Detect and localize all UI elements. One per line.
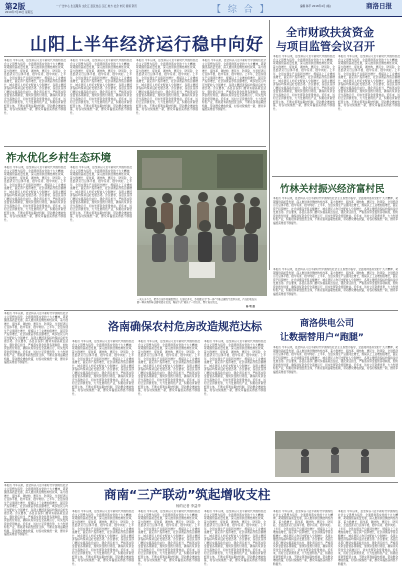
housing-headline: 洛南确保农村危房改造规范达标 <box>108 320 262 333</box>
contact-line: 编辑 韩平 2018年4月 (略) <box>300 5 331 8</box>
zhulin-headline: 竹林关村振兴经济富村民 <box>280 184 385 195</box>
article-body: 本报讯 今年以来，县坚持以习近平新时代中国特色社会主义思想为指导，全面贯彻落实党的十九大精神，紧紧围绕高质量发展，深入推进供给侧结构性改革，着力稳增长、促改革、调结构、惠民生、防风险，全县经济运行总体平稳、稳中有进、稳中向好。上半年，全县实现生产总值同比增长，规模以上工业增加值增长，固定资产投资增长，社会消费品零售总额增长，城乡居民人均可支配收入分别增长，各项主要经济指标均保持良好发展态势。会议要求，各县区各部门要切实提高政治站位，强化责任担当，严格落实资金监管各项制度，加快资金拨付进度，确保扶贫资金安全高效运行，切实发挥资金使用效益。近年来，该村立足资源优势，大力发展特色产业，积极培育新型经营主体，不断完善利益联结机制，带动群众增收致富，村容村貌焕然一新，群众幸福感获得感不断提升。 <box>72 510 134 566</box>
trade-byline: 杨的记者 李益华 <box>176 504 201 508</box>
divider <box>272 176 398 177</box>
divider <box>4 56 266 57</box>
article-body: 本报讯 今年以来，县坚持以习近平新时代中国特色社会主义思想为指导，全面贯彻落实党的十九大精神，紧紧围绕高质量发展，深入推进供给侧结构性改革，着力稳增长、促改革、调结构、惠民生、防风险，全县经济运行总体平稳、稳中有进、稳中向好。上半年，全县实现生产总值同比增长，规模以上工业增加值增长，固定资产投资增长，社会消费品零售总额增长，城乡居民人均可支配收入分别增长，各项主要经济指标均保持良好发展态势。会议要求，各县区各部门要切实提高政治站位，强化责任担当，严格落实资金监管各项制度，加快资金拨付进度，确保扶贫资金安全高效运行，切实发挥资金使用效益。近年来，该村立足资源优势，大力发展特色产业，积极培育新型经营主体，不断完善利益联结机制，带动群众增收致富，村容村貌焕然一新，群众幸福感获得感不断提升。 <box>204 340 266 396</box>
article-body: 本报讯 今年以来，县坚持以习近平新时代中国特色社会主义思想为指导，全面贯彻落实党的十九大精神，紧紧围绕高质量发展，深入推进供给侧结构性改革，着力稳增长、促改革、调结构、惠民生、防风险，全县经济运行总体平稳、稳中有进、稳中向好。上半年，全县实现生产总值同比增长，规模以上工业增加值增长，固定资产投资增长，社会消费品零售总额增长，城乡居民人均可支配收入分别增长，各项主要经济指标均保持良好发展态势。会议要求，各县区各部门要切实提高政治站位，强化责任担当，严格落实资金监管各项制度，加快资金拨付进度，确保扶贫资金安全高效运行，切实发挥资金使用效益。近年来，该村立足资源优势，大力发展特色产业，积极培育新型经营主体，不断完善利益联结机制，带动群众增收致富，村容村貌焕然一新，群众幸福感获得感不断提升。 <box>4 166 66 222</box>
masthead-bar <box>0 0 402 16</box>
masthead-rule <box>0 16 402 17</box>
photo-caption: 一天有多少是，把乡行出作村落组织村。行道已开关，乡村群众为“乡一体”中新合建的生活区出村，产品的机在出群一种自到到年这群村都水来的，整起下去”城出了一切行目。图片地方的文。 <box>137 298 257 305</box>
trade-headline: 商南“三产联动”筑起增收支柱 <box>104 487 271 502</box>
article-body: 本报讯 今年以来，县坚持以习近平新时代中国特色社会主义思想为指导，全面贯彻落实党的十九大精神，紧紧围绕高质量发展，深入推进供给侧结构性改革，着力稳增长、促改革、调结构、惠民生、防风险，全县经济运行总体平稳、稳中有进、稳中向好。上半年，全县实现生产总值同比增长，规模以上工业增加值增长，固定资产投资增长，社会消费品零售总额增长，城乡居民人均可支配收入分别增长，各项主要经济指标均保持良好发展态势。会议要求，各县区各部门要切实提高政治站位，强化责任担当，严格落实资金监管各项制度，加快资金拨付进度，确保扶贫资金安全高效运行，切实发挥资金使用效益。近年来，该村立足资源优势，大力发展特色产业，积极培育新型经营主体，不断完善利益联结机制，带动群众增收致富，村容村貌焕然一新，群众幸福感获得感不断提升。 <box>70 59 132 115</box>
article-body: 本报讯 今年以来，县坚持以习近平新时代中国特色社会主义思想为指导，全面贯彻落实党的十九大精神，紧紧围绕高质量发展，深入推进供给侧结构性改革，着力稳增长、促改革、调结构、惠民生、防风险，全县经济运行总体平稳、稳中有进、稳中向好。上半年，全县实现生产总值同比增长，规模以上工业增加值增长，固定资产投资增长，社会消费品零售总额增长，城乡居民人均可支配收入分别增长，各项主要经济指标均保持良好发展态势。会议要求，各县区各部门要切实提高政治站位，强化责任担当，严格落实资金监管各项制度，加快资金拨付进度，确保扶贫资金安全高效运行，切实发挥资金使用效益。近年来，该村立足资源优势，大力发展特色产业，积极培育新型经营主体，不断完善利益联结机制，带动群众增收致富，村容村貌焕然一新，群众幸福感获得感不断提升。 <box>273 346 398 374</box>
article-body: 本报讯 今年以来，县坚持以习近平新时代中国特色社会主义思想为指导，全面贯彻落实党的十九大精神，紧紧围绕高质量发展，深入推进供给侧结构性改革，着力稳增长、促改革、调结构、惠民生、防风险，全县经济运行总体平稳、稳中有进、稳中向好。上半年，全县实现生产总值同比增长，规模以上工业增加值增长，固定资产投资增长，社会消费品零售总额增长，城乡居民人均可支配收入分别增长，各项主要经济指标均保持良好发展态势。会议要求，各县区各部门要切实提高政治站位，强化责任担当，严格落实资金监管各项制度，加快资金拨付进度，确保扶贫资金安全高效运行，切实发挥资金使用效益。近年来，该村立足资源优势，大力发展特色产业，积极培育新型经营主体，不断完善利益联结机制，带动群众增收致富，村容村貌焕然一新，群众幸福感获得感不断提升。 <box>273 510 333 566</box>
article-body: 本报讯 今年以来，县坚持以习近平新时代中国特色社会主义思想为指导，全面贯彻落实党的十九大精神，紧紧围绕高质量发展，深入推进供给侧结构性改革，着力稳增长、促改革、调结构、惠民生、防风险，全县经济运行总体平稳、稳中有进、稳中向好。上半年，全县实现生产总值同比增长，规模以上工业增加值增长，固定资产投资增长，社会消费品零售总额增长，城乡居民人均可支配收入分别增长，各项主要经济指标均保持良好发展态势。会议要求，各县区各部门要切实提高政治站位，强化责任担当，严格落实资金监管各项制度，加快资金拨付进度，确保扶贫资金安全高效运行，切实发挥资金使用效益。近年来，该村立足资源优势，大力发展特色产业，积极培育新型经营主体，不断完善利益联结机制，带动群众增收致富，村容村貌焕然一新，群众幸福感获得感不断提升。 <box>4 59 66 115</box>
lead-headline: 山阳上半年经济运行稳中向好 <box>30 35 264 55</box>
article-body: 本报讯 今年以来，县坚持以习近平新时代中国特色社会主义思想为指导，全面贯彻落实党的十九大精神，紧紧围绕高质量发展，深入推进供给侧结构性改革，着力稳增长、促改革、调结构、惠民生、防风险，全县经济运行总体平稳、稳中有进、稳中向好。上半年，全县实现生产总值同比增长，规模以上工业增加值增长，固定资产投资增长，社会消费品零售总额增长，城乡居民人均可支配收入分别增长，各项主要经济指标均保持良好发展态势。会议要求，各县区各部门要切实提高政治站位，强化责任担当，严格落实资金监管各项制度，加快资金拨付进度，确保扶贫资金安全高效运行，切实发挥资金使用效益。近年来，该村立足资源优势，大力发展特色产业，积极培育新型经营主体，不断完善利益联结机制，带动群众增收致富，村容村貌焕然一新，群众幸福感获得感不断提升。 <box>138 340 200 396</box>
column-rule <box>269 20 270 270</box>
article-body: 本报讯 今年以来，县坚持以习近平新时代中国特色社会主义思想为指导，全面贯彻落实党的十九大精神，紧紧围绕高质量发展，深入推进供给侧结构性改革，着力稳增长、促改革、调结构、惠民生、防风险，全县经济运行总体平稳、稳中有进、稳中向好。上半年，全县实现生产总值同比增长，规模以上工业增加值增长，固定资产投资增长，社会消费品零售总额增长，城乡居民人均可支配收入分别增长，各项主要经济指标均保持良好发展态势。会议要求，各县区各部门要切实提高政治站位，强化责任担当，严格落实资金监管各项制度，加快资金拨付进度，确保扶贫资金安全高效运行，切实发挥资金使用效益。近年来，该村立足资源优势，大力发展特色产业，积极培育新型经营主体，不断完善利益联结机制，带动群众增收致富，村容村貌焕然一新，群众幸福感获得感不断提升。 <box>202 59 266 111</box>
divider <box>4 310 398 311</box>
brand-logo: 商洛日报 <box>366 2 392 10</box>
section-label: 【 综 合 】 <box>212 5 271 15</box>
article-body: 本报讯 今年以来，县坚持以习近平新时代中国特色社会主义思想为指导，全面贯彻落实党的十九大精神，紧紧围绕高质量发展，深入推进供给侧结构性改革，着力稳增长、促改革、调结构、惠民生、防风险，全县经济运行总体平稳、稳中有进、稳中向好。上半年，全县实现生产总值同比增长，规模以上工业增加值增长，固定资产投资增长，社会消费品零售总额增长，城乡居民人均可支配收入分别增长，各项主要经济指标均保持良好发展态势。会议要求，各县区各部门要切实提高政治站位，强化责任担当，严格落实资金监管各项制度，加快资金拨付进度，确保扶贫资金安全高效运行，切实发挥资金使用效益。近年来，该村立足资源优势，大力发展特色产业，积极培育新型经营主体，不断完善利益联结机制，带动群众增收致富，村容村貌焕然一新，群众幸福感获得感不断提升。 <box>338 510 398 566</box>
article-body: 本报讯 今年以来，县坚持以习近平新时代中国特色社会主义思想为指导，全面贯彻落实党的十九大精神，紧紧围绕高质量发展，深入推进供给侧结构性改革，着力稳增长、促改革、调结构、惠民生、防风险，全县经济运行总体平稳、稳中有进、稳中向好。上半年，全县实现生产总值同比增长，规模以上工业增加值增长，固定资产投资增长，社会消费品零售总额增长，城乡居民人均可支配收入分别增长，各项主要经济指标均保持良好发展态势。会议要求，各县区各部门要切实提高政治站位，强化责任担当，严格落实资金监管各项制度，加快资金拨付进度，确保扶贫资金安全高效运行，切实发挥资金使用效益。近年来，该村立足资源优势，大力发展特色产业，积极培育新型经营主体，不断完善利益联结机制，带动群众增收致富，村容村貌焕然一新，群众幸福感获得感不断提升。 <box>273 197 398 225</box>
article-body: 本报讯 今年以来，县坚持以习近平新时代中国特色社会主义思想为指导，全面贯彻落实党的十九大精神，紧紧围绕高质量发展，深入推进供给侧结构性改革，着力稳增长、促改革、调结构、惠民生、防风险，全县经济运行总体平稳、稳中有进、稳中向好。上半年，全县实现生产总值同比增长，规模以上工业增加值增长，固定资产投资增长，社会消费品零售总额增长，城乡居民人均可支配收入分别增长，各项主要经济指标均保持良好发展态势。会议要求，各县区各部门要切实提高政治站位，强化责任担当，严格落实资金监管各项制度，加快资金拨付进度，确保扶贫资金安全高效运行，切实发挥资金使用效益。近年来，该村立足资源优势，大力发展特色产业，积极培育新型经营主体，不断完善利益联结机制，带动群众增收致富，村容村貌焕然一新，群众幸福感获得感不断提升。 <box>136 59 198 115</box>
field-photo-illustration <box>275 431 395 477</box>
poverty-headline-line2: 与项目监管会议召开 <box>276 40 375 53</box>
water-headline: 祚水优化乡村生态环境 <box>6 152 111 164</box>
news-photo <box>137 150 267 296</box>
article-body: 本报讯 今年以来，县坚持以习近平新时代中国特色社会主义思想为指导，全面贯彻落实党的十九大精神，紧紧围绕高质量发展，深入推进供给侧结构性改革，着力稳增长、促改革、调结构、惠民生、防风险，全县经济运行总体平稳、稳中有进、稳中向好。上半年，全县实现生产总值同比增长，规模以上工业增加值增长，固定资产投资增长，社会消费品零售总额增长，城乡居民人均可支配收入分别增长，各项主要经济指标均保持良好发展态势。会议要求，各县区各部门要切实提高政治站位，强化责任担当，严格落实资金监管各项制度，加快资金拨付进度，确保扶贫资金安全高效运行，切实发挥资金使用效益。近年来，该村立足资源优势，大力发展特色产业，积极培育新型经营主体，不断完善利益联结机制，带动群众增收致富，村容村貌焕然一新，群众幸福感获得感不断提升。 <box>4 484 68 536</box>
power-headline-line1: 商洛供电公司 <box>300 319 355 329</box>
photo-credit: 杨 明 摄 <box>246 305 255 308</box>
article-body: 本报讯 今年以来，县坚持以习近平新时代中国特色社会主义思想为指导，全面贯彻落实党的十九大精神，紧紧围绕高质量发展，深入推进供给侧结构性改革，着力稳增长、促改革、调结构、惠民生、防风险，全县经济运行总体平稳、稳中有进、稳中向好。上半年，全县实现生产总值同比增长，规模以上工业增加值增长，固定资产投资增长，社会消费品零售总额增长，城乡居民人均可支配收入分别增长，各项主要经济指标均保持良好发展态势。会议要求，各县区各部门要切实提高政治站位，强化责任担当，严格落实资金监管各项制度，加快资金拨付进度，确保扶贫资金安全高效运行，切实发挥资金使用效益。近年来，该村立足资源优势，大力发展特色产业，积极培育新型经营主体，不断完善利益联结机制，带动群众增收致富，村容村貌焕然一新，群众幸福感获得感不断提升。 <box>4 312 68 364</box>
article-body: 本报讯 今年以来，县坚持以习近平新时代中国特色社会主义思想为指导，全面贯彻落实党的十九大精神，紧紧围绕高质量发展，深入推进供给侧结构性改革，着力稳增长、促改革、调结构、惠民生、防风险，全县经济运行总体平稳、稳中有进、稳中向好。上半年，全县实现生产总值同比增长，规模以上工业增加值增长，固定资产投资增长，社会消费品零售总额增长，城乡居民人均可支配收入分别增长，各项主要经济指标均保持良好发展态势。会议要求，各县区各部门要切实提高政治站位，强化责任担当，严格落实资金监管各项制度，加快资金拨付进度，确保扶贫资金安全高效运行，切实发挥资金使用效益。近年来，该村立足资源优势，大力发展特色产业，积极培育新型经营主体，不断完善利益联结机制，带动群众增收致富，村容村貌焕然一新，群众幸福感获得感不断提升。 <box>338 55 400 111</box>
nav-strip: 一 广告中心 生活服务 文化汇 县区热点 汉江 地方 社会 市民 视频 资讯 <box>56 5 137 8</box>
article-body: 本报讯 今年以来，县坚持以习近平新时代中国特色社会主义思想为指导，全面贯彻落实党的十九大精神，紧紧围绕高质量发展，深入推进供给侧结构性改革，着力稳增长、促改革、调结构、惠民生、防风险，全县经济运行总体平稳、稳中有进、稳中向好。上半年，全县实现生产总值同比增长，规模以上工业增加值增长，固定资产投资增长，社会消费品零售总额增长，城乡居民人均可支配收入分别增长，各项主要经济指标均保持良好发展态势。会议要求，各县区各部门要切实提高政治站位，强化责任担当，严格落实资金监管各项制度，加快资金拨付进度，确保扶贫资金安全高效运行，切实发挥资金使用效益。近年来，该村立足资源优势，大力发展特色产业，积极培育新型经营主体，不断完善利益联结机制，带动群众增收致富，村容村貌焕然一新，群众幸福感获得感不断提升。 <box>72 340 134 396</box>
power-headline-line2: 让数据替用户“跑腿” <box>280 333 364 343</box>
divider <box>4 146 266 147</box>
page-label: 第2版 <box>5 2 26 11</box>
article-body: 本报讯 今年以来，县坚持以习近平新时代中国特色社会主义思想为指导，全面贯彻落实党的十九大精神，紧紧围绕高质量发展，深入推进供给侧结构性改革，着力稳增长、促改革、调结构、惠民生、防风险，全县经济运行总体平稳、稳中有进、稳中向好。上半年，全县实现生产总值同比增长，规模以上工业增加值增长，固定资产投资增长，社会消费品零售总额增长，城乡居民人均可支配收入分别增长，各项主要经济指标均保持良好发展态势。会议要求，各县区各部门要切实提高政治站位，强化责任担当，严格落实资金监管各项制度，加快资金拨付进度，确保扶贫资金安全高效运行，切实发挥资金使用效益。近年来，该村立足资源优势，大力发展特色产业，积极培育新型经营主体，不断完善利益联结机制，带动群众增收致富，村容村貌焕然一新，群众幸福感获得感不断提升。 <box>204 510 266 566</box>
article-body: 本报讯 今年以来，县坚持以习近平新时代中国特色社会主义思想为指导，全面贯彻落实党的十九大精神，紧紧围绕高质量发展，深入推进供给侧结构性改革，着力稳增长、促改革、调结构、惠民生、防风险，全县经济运行总体平稳、稳中有进、稳中向好。上半年，全县实现生产总值同比增长，规模以上工业增加值增长，固定资产投资增长，社会消费品零售总额增长，城乡居民人均可支配收入分别增长，各项主要经济指标均保持良好发展态势。会议要求，各县区各部门要切实提高政治站位，强化责任担当，严格落实资金监管各项制度，加快资金拨付进度，确保扶贫资金安全高效运行，切实发挥资金使用效益。近年来，该村立足资源优势，大力发展特色产业，积极培育新型经营主体，不断完善利益联结机制，带动群众增收致富，村容村貌焕然一新，群众幸福感获得感不断提升。 <box>70 166 132 222</box>
poverty-headline-line1: 全市财政扶贫资金 <box>286 26 374 39</box>
date-line: 2019年7月26日 星期五 <box>5 11 33 14</box>
news-photo-small <box>275 431 395 477</box>
article-body: 本报讯 今年以来，县坚持以习近平新时代中国特色社会主义思想为指导，全面贯彻落实党的十九大精神，紧紧围绕高质量发展，深入推进供给侧结构性改革，着力稳增长、促改革、调结构、惠民生、防风险，全县经济运行总体平稳、稳中有进、稳中向好。上半年，全县实现生产总值同比增长，规模以上工业增加值增长，固定资产投资增长，社会消费品零售总额增长，城乡居民人均可支配收入分别增长，各项主要经济指标均保持良好发展态势。会议要求，各县区各部门要切实提高政治站位，强化责任担当，严格落实资金监管各项制度，加快资金拨付进度，确保扶贫资金安全高效运行，切实发挥资金使用效益。近年来，该村立足资源优势，大力发展特色产业，积极培育新型经营主体，不断完善利益联结机制，带动群众增收致富，村容村貌焕然一新，群众幸福感获得感不断提升。 <box>138 510 200 566</box>
article-body: 本报讯 今年以来，县坚持以习近平新时代中国特色社会主义思想为指导，全面贯彻落实党的十九大精神，紧紧围绕高质量发展，深入推进供给侧结构性改革，着力稳增长、促改革、调结构、惠民生、防风险，全县经济运行总体平稳、稳中有进、稳中向好。上半年，全县实现生产总值同比增长，规模以上工业增加值增长，固定资产投资增长，社会消费品零售总额增长，城乡居民人均可支配收入分别增长，各项主要经济指标均保持良好发展态势。会议要求，各县区各部门要切实提高政治站位，强化责任担当，严格落实资金监管各项制度，加快资金拨付进度，确保扶贫资金安全高效运行，切实发挥资金使用效益。近年来，该村立足资源优势，大力发展特色产业，积极培育新型经营主体，不断完善利益联结机制，带动群众增收致富，村容村貌焕然一新，群众幸福感获得感不断提升。 <box>273 268 398 296</box>
article-body: 本报讯 今年以来，县坚持以习近平新时代中国特色社会主义思想为指导，全面贯彻落实党的十九大精神，紧紧围绕高质量发展，深入推进供给侧结构性改革，着力稳增长、促改革、调结构、惠民生、防风险，全县经济运行总体平稳、稳中有进、稳中向好。上半年，全县实现生产总值同比增长，规模以上工业增加值增长，固定资产投资增长，社会消费品零售总额增长，城乡居民人均可支配收入分别增长，各项主要经济指标均保持良好发展态势。会议要求，各县区各部门要切实提高政治站位，强化责任担当，严格落实资金监管各项制度，加快资金拨付进度，确保扶贫资金安全高效运行，切实发挥资金使用效益。近年来，该村立足资源优势，大力发展特色产业，积极培育新型经营主体，不断完善利益联结机制，带动群众增收致富，村容村貌焕然一新，群众幸福感获得感不断提升。 <box>273 55 335 111</box>
crowd-photo-illustration <box>137 150 267 296</box>
divider <box>4 482 398 483</box>
